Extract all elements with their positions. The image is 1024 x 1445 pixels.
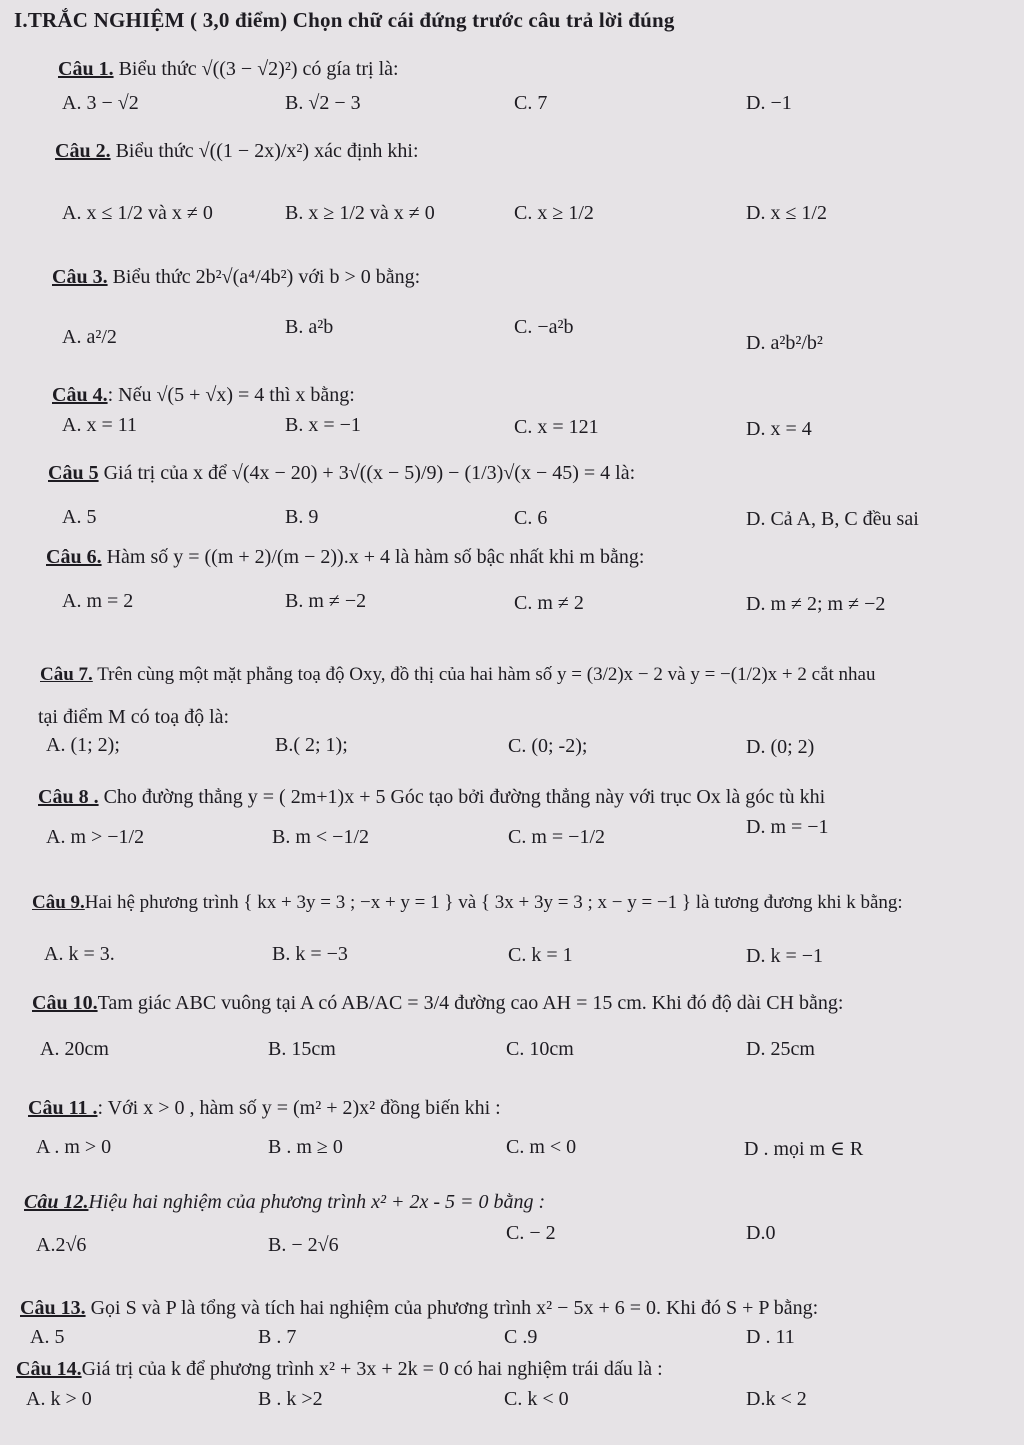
question-stem: Trên cùng một mặt phẳng toạ độ Oxy, đồ thị của hai hàm số y = (3/2)x − 2 và y = −(1/2)x + 2 cắt nhau bbox=[97, 664, 876, 685]
question-9 bbox=[32, 892, 903, 914]
option-d[interactable]: D. x ≤ 1/2 bbox=[746, 202, 827, 224]
question-stem: Tam giác ABC vuông tại A có AB/AC = 3/4 đường cao AH = 15 cm. Khi đó độ dài CH bằng: bbox=[97, 992, 844, 1014]
question-14 bbox=[16, 1358, 663, 1381]
question-stem: Gọi S và P là tổng và tích hai nghiệm của phương trình x² − 5x + 6 = 0. Khi đó S + P bằng: bbox=[90, 1297, 819, 1319]
question-label: Câu 8 . bbox=[38, 786, 99, 808]
option-a[interactable]: A. 3 − √2 bbox=[62, 92, 139, 114]
question-stem: Biểu thức 2b²√(a⁴/4b²) với b > 0 bằng: bbox=[112, 266, 421, 288]
question-stem: Hiệu hai nghiệm của phương trình x² + 2x - 5 = 0 bằng : bbox=[88, 1191, 546, 1213]
question-stem: Hai hệ phương trình { kx + 3y = 3 ; −x + y = 1 } và { 3x + 3y = 3 ; x − y = −1 } là tương đương khi k bằng: bbox=[84, 892, 903, 913]
option-d[interactable]: D. a²b²/b² bbox=[746, 332, 823, 354]
option-b[interactable]: B. a²b bbox=[285, 316, 334, 338]
option-c[interactable]: C. m ≠ 2 bbox=[514, 592, 584, 614]
option-a[interactable]: A. (1; 2); bbox=[46, 734, 120, 756]
option-a[interactable]: A. x ≤ 1/2 và x ≠ 0 bbox=[62, 202, 213, 224]
question-label: Câu 11 . bbox=[28, 1097, 98, 1119]
option-a[interactable]: A.2√6 bbox=[36, 1234, 87, 1256]
option-c[interactable]: C .9 bbox=[504, 1326, 538, 1348]
question-label: Câu 6. bbox=[46, 546, 102, 568]
option-c[interactable]: C. k < 0 bbox=[504, 1388, 569, 1410]
question-stem: : Nếu √(5 + √x) = 4 thì x bằng: bbox=[107, 384, 355, 406]
option-c[interactable]: C. 6 bbox=[514, 507, 548, 529]
option-d[interactable]: D. k = −1 bbox=[746, 945, 824, 967]
option-d[interactable]: D.0 bbox=[746, 1222, 776, 1244]
option-b[interactable]: B. √2 − 3 bbox=[285, 92, 361, 114]
option-d[interactable]: D. −1 bbox=[746, 92, 792, 114]
option-a[interactable]: A. 20cm bbox=[40, 1038, 109, 1060]
option-a[interactable]: A. m > −1/2 bbox=[46, 826, 145, 848]
question-11 bbox=[28, 1097, 501, 1120]
question-label: Câu 4. bbox=[52, 384, 108, 406]
option-d[interactable]: D. 25cm bbox=[746, 1038, 815, 1060]
option-d[interactable]: D . 11 bbox=[746, 1326, 795, 1348]
question-4 bbox=[52, 384, 355, 407]
option-a[interactable]: A. m = 2 bbox=[62, 590, 134, 612]
question-stem: Biểu thức √((1 − 2x)/x²) xác định khi: bbox=[115, 140, 419, 162]
option-d[interactable]: D. m = −1 bbox=[746, 816, 829, 838]
option-b[interactable]: B. x ≥ 1/2 và x ≠ 0 bbox=[285, 202, 435, 224]
option-b[interactable]: B. m ≠ −2 bbox=[285, 590, 367, 612]
question-7-continued bbox=[38, 706, 229, 729]
option-b[interactable]: B. k = −3 bbox=[272, 943, 348, 965]
question-label: Câu 12. bbox=[24, 1191, 89, 1213]
option-b[interactable]: B . m ≥ 0 bbox=[268, 1136, 343, 1158]
option-c[interactable]: C. m = −1/2 bbox=[508, 826, 606, 848]
option-d[interactable]: D. (0; 2) bbox=[746, 736, 815, 758]
question-label: Câu 13. bbox=[20, 1297, 86, 1319]
option-b[interactable]: B. 15cm bbox=[268, 1038, 336, 1060]
question-label: Câu 14. bbox=[16, 1358, 82, 1380]
option-b[interactable]: B. m < −1/2 bbox=[272, 826, 370, 848]
question-6 bbox=[46, 546, 644, 569]
option-a[interactable]: A. k = 3. bbox=[44, 943, 115, 965]
option-a[interactable]: A. 5 bbox=[62, 506, 97, 528]
option-c[interactable]: C. 10cm bbox=[506, 1038, 574, 1060]
option-a[interactable]: A. x = 11 bbox=[62, 414, 137, 436]
question-stem: Giá trị của k để phương trình x² + 3x + 2k = 0 có hai nghiệm trái dấu là : bbox=[81, 1358, 663, 1380]
section-title: I.TRẮC NGHIỆM ( 3,0 điểm) Chọn chữ cái đứng trước câu trả lời đúng bbox=[14, 8, 675, 32]
option-d[interactable]: D. m ≠ 2; m ≠ −2 bbox=[746, 593, 886, 615]
option-b[interactable]: B. 9 bbox=[285, 506, 319, 528]
question-12 bbox=[24, 1191, 545, 1214]
option-c[interactable]: C. − 2 bbox=[506, 1222, 556, 1244]
question-stem: Giá trị của x để √(4x − 20) + 3√((x − 5)/9) − (1/3)√(x − 45) = 4 là: bbox=[103, 462, 636, 484]
question-7 bbox=[40, 664, 875, 686]
option-c[interactable]: C. −a²b bbox=[514, 316, 574, 338]
question-stem: : Với x > 0 , hàm số y = (m² + 2)x² đồng biến khi : bbox=[97, 1097, 501, 1119]
question-13 bbox=[20, 1297, 818, 1320]
option-c[interactable]: C. k = 1 bbox=[508, 944, 573, 966]
option-d[interactable]: D. Cả A, B, C đều sai bbox=[746, 508, 919, 530]
question-stem: Cho đường thẳng y = ( 2m+1)x + 5 Góc tạo bởi đường thẳng này với trục Ox là góc tù khi bbox=[103, 786, 826, 808]
option-d[interactable]: D.k < 2 bbox=[746, 1388, 807, 1410]
question-5 bbox=[48, 462, 635, 485]
question-label: Câu 7. bbox=[40, 664, 93, 685]
option-c[interactable]: C. x = 121 bbox=[514, 416, 599, 438]
option-b[interactable]: B.( 2; 1); bbox=[275, 734, 348, 756]
option-d[interactable]: D . mọi m ∈ R bbox=[744, 1138, 864, 1160]
question-label: Câu 3. bbox=[52, 266, 108, 288]
question-3 bbox=[52, 266, 420, 289]
option-c[interactable]: C. x ≥ 1/2 bbox=[514, 202, 594, 224]
option-b[interactable]: B. − 2√6 bbox=[268, 1234, 339, 1256]
question-stem-line-2: tại điểm M có toạ độ là: bbox=[38, 706, 230, 728]
option-a[interactable]: A. 5 bbox=[30, 1326, 65, 1348]
question-2 bbox=[55, 140, 419, 163]
option-a[interactable]: A. k > 0 bbox=[26, 1388, 92, 1410]
option-d[interactable]: D. x = 4 bbox=[746, 418, 812, 440]
option-c[interactable]: C. (0; -2); bbox=[508, 735, 588, 757]
question-label: Câu 2. bbox=[55, 140, 111, 162]
question-stem: Biểu thức √((3 − √2)²) có gía trị là: bbox=[118, 58, 399, 80]
question-1 bbox=[58, 58, 399, 81]
option-b[interactable]: B. x = −1 bbox=[285, 414, 361, 436]
option-c[interactable]: C. m < 0 bbox=[506, 1136, 577, 1158]
option-c[interactable]: C. 7 bbox=[514, 92, 548, 114]
question-label: Câu 10. bbox=[32, 992, 98, 1014]
question-label: Câu 1. bbox=[58, 58, 114, 80]
question-10 bbox=[32, 992, 843, 1015]
question-label: Câu 5 bbox=[48, 462, 99, 484]
question-label: Câu 9. bbox=[32, 892, 85, 913]
option-a[interactable]: A. a²/2 bbox=[62, 326, 117, 348]
question-8 bbox=[38, 786, 825, 809]
option-a[interactable]: A . m > 0 bbox=[36, 1136, 112, 1158]
option-b[interactable]: B . 7 bbox=[258, 1326, 297, 1348]
option-b[interactable]: B . k >2 bbox=[258, 1388, 323, 1410]
question-stem: Hàm số y = ((m + 2)/(m − 2)).x + 4 là hàm số bậc nhất khi m bằng: bbox=[106, 546, 645, 568]
